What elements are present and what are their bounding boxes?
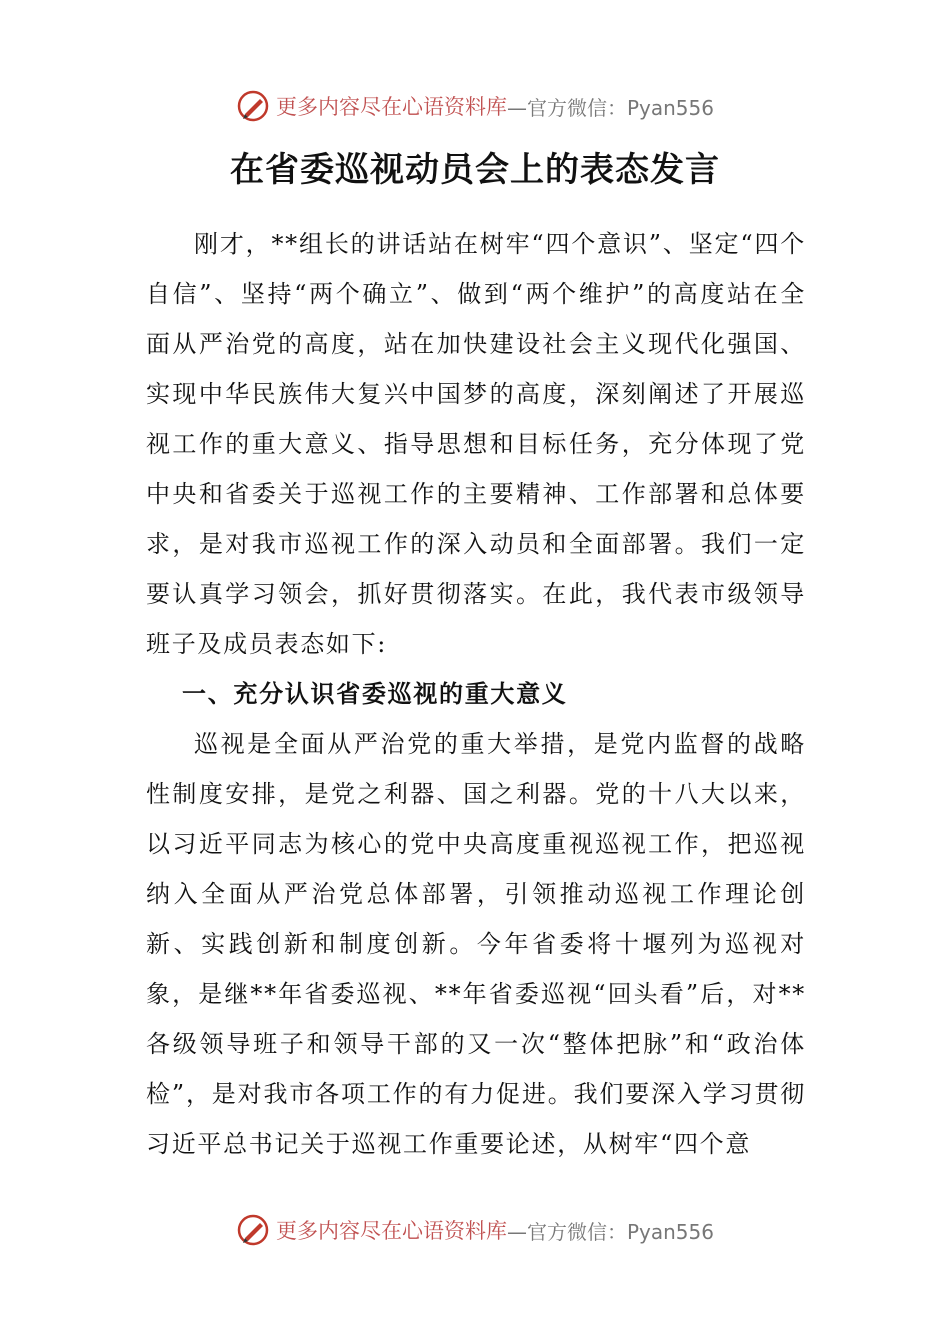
section-heading-1: 一、充分认识省委巡视的重大意义 <box>182 680 568 708</box>
header-banner <box>0 86 950 126</box>
pen-logo-icon <box>236 89 270 123</box>
banner-sub-text: —官方微信：Pyan556 <box>506 95 714 120</box>
pen-logo-icon <box>236 1213 270 1247</box>
document-title: 在省委巡视动员会上的表态发言 <box>230 150 720 190</box>
document-body <box>146 219 806 1169</box>
banner-sub-text: —官方微信：Pyan556 <box>506 1219 714 1244</box>
footer-banner <box>0 1210 950 1250</box>
paragraph-section-1: 巡视是全面从严治党的重大举措，是党内监督的战略性制度安排，是党之利器、国之利器。党的十八大以来，以习近平同志为核心的党中央高度重视巡视工作，把巡视纳入全面从严治党总体部署，引领推动巡视工作理论创新、实践创新和制度创新。今年省委将十堰列为巡视对象，是继**年省委巡视、**年省委巡视“回头看”后，对**各级领导班子和领导干部的又一次“整体把脉”和“政治体检”，是对我市各项工作的有力促进。我们要深入学习贯彻习近平总书记关于巡视工作重要论述，从树牢“四个意 <box>146 730 806 1158</box>
paragraph-intro: 刚才，**组长的讲话站在树牢“四个意识”、坚定“四个自信”、坚持“两个确立”、做到“两个维护”的高度站在全面从严治党的高度，站在加快建设社会主义现代化强国、实现中华民族伟大复兴中国梦的高度，深刻阐述了开展巡视工作的重大意义、指导思想和目标任务，充分体现了党中央和省委关于巡视工作的主要精神、工作部署和总体要求，是对我市巡视工作的深入动员和全面部署。我们一定要认真学习领会，抓好贯彻落实。在此，我代表市级领导班子及成员表态如下: <box>146 230 806 658</box>
banner-main-text: 更多内容尽在心语资料库 <box>275 1219 507 1243</box>
banner-main-text: 更多内容尽在心语资料库 <box>275 95 507 119</box>
